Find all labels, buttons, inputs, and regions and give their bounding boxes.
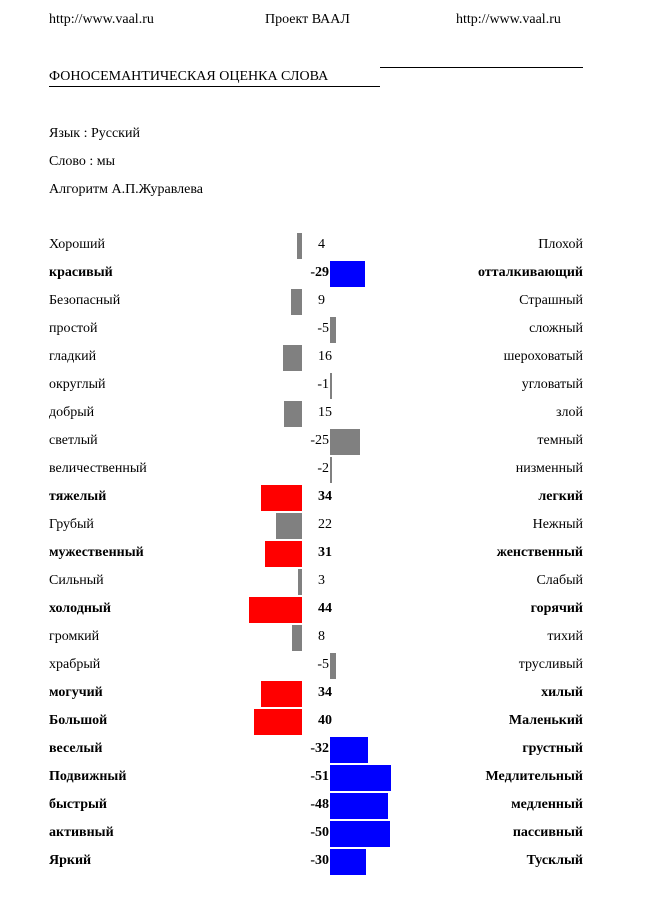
scale-right-label: угловатый <box>521 377 583 392</box>
scale-left-label: активный <box>49 825 114 840</box>
scale-row <box>0 568 647 596</box>
scale-value: -48 <box>310 797 329 812</box>
scale-bar <box>284 401 302 427</box>
scale-left-label: красивый <box>49 265 113 280</box>
scale-row <box>0 848 647 876</box>
scale-row <box>0 288 647 316</box>
scale-left-label: холодный <box>49 601 111 616</box>
scale-right-label: горячий <box>530 601 583 616</box>
scale-left-label: громкий <box>49 629 100 644</box>
scale-right-label: злой <box>555 405 583 420</box>
scale-row <box>0 512 647 540</box>
scale-row <box>0 596 647 624</box>
scale-bar <box>330 653 336 679</box>
scale-value: 22 <box>318 517 332 532</box>
scale-right-label: сложный <box>529 321 583 336</box>
scale-row <box>0 736 647 764</box>
scale-bar <box>330 261 365 287</box>
scale-row <box>0 372 647 400</box>
scale-bar <box>330 765 391 791</box>
scale-bar <box>297 233 302 259</box>
scale-bar <box>330 429 360 455</box>
scale-right-label: легкий <box>538 489 583 504</box>
scale-row <box>0 400 647 428</box>
scale-row <box>0 820 647 848</box>
scale-value: 16 <box>318 349 332 364</box>
scale-bar <box>330 737 368 763</box>
scale-right-label: медленный <box>511 797 583 812</box>
scale-value: -29 <box>310 265 329 280</box>
scale-value: 9 <box>318 293 325 308</box>
scale-row <box>0 260 647 288</box>
scale-value: -2 <box>317 461 329 476</box>
scale-right-label: грустный <box>522 741 583 756</box>
page-title: ФОНОСЕМАНТИЧЕСКАЯ ОЦЕНКА СЛОВА <box>49 69 329 84</box>
scale-left-label: добрый <box>49 405 95 420</box>
scale-right-label: темный <box>537 433 583 448</box>
scale-row <box>0 344 647 372</box>
scale-right-label: тихий <box>547 629 583 644</box>
language-line: Язык : Русский <box>49 126 140 141</box>
scale-left-label: быстрый <box>49 797 107 812</box>
scale-value: -5 <box>317 321 329 336</box>
scale-bar <box>298 569 302 595</box>
algorithm-line: Алгоритм А.П.Журавлева <box>49 182 204 197</box>
scale-left-label: мужественный <box>49 545 144 560</box>
scale-left-label: могучий <box>49 685 103 700</box>
scale-bar <box>261 485 302 511</box>
scale-left-label: гладкий <box>49 349 97 364</box>
scale-right-label: хилый <box>541 685 583 700</box>
scale-right-label: Страшный <box>519 293 583 308</box>
scale-value: 8 <box>318 629 325 644</box>
header-project-name: Проект ВААЛ <box>265 12 350 27</box>
scale-right-label: Нежный <box>532 517 583 532</box>
scale-row <box>0 680 647 708</box>
scale-value: -25 <box>310 433 329 448</box>
scale-left-label: простой <box>49 321 98 336</box>
scale-row <box>0 652 647 680</box>
scale-right-label: Маленький <box>508 713 583 728</box>
scale-left-label: величественный <box>49 461 147 476</box>
scale-value: 31 <box>318 545 332 560</box>
scale-right-label: трусливый <box>518 657 583 672</box>
scale-value: 44 <box>318 601 332 616</box>
scale-left-label: Хороший <box>49 237 105 252</box>
scale-left-label: Сильный <box>49 573 104 588</box>
scale-value: -51 <box>310 769 329 784</box>
scale-bar <box>265 541 302 567</box>
scale-row <box>0 624 647 652</box>
scale-bar <box>330 821 390 847</box>
scale-row <box>0 428 647 456</box>
scale-bar <box>330 849 366 875</box>
scale-row <box>0 764 647 792</box>
scale-right-label: Тусклый <box>526 853 583 868</box>
scale-value: -5 <box>317 657 329 672</box>
scale-value: -50 <box>310 825 329 840</box>
scale-value: 4 <box>318 237 325 252</box>
scale-right-label: Медлительный <box>485 769 583 784</box>
scale-row <box>0 792 647 820</box>
scale-bar <box>261 681 302 707</box>
scale-left-label: округлый <box>49 377 106 392</box>
scale-bar <box>330 793 388 819</box>
scale-right-label: низменный <box>515 461 583 476</box>
scale-value: -30 <box>310 853 329 868</box>
scale-row <box>0 456 647 484</box>
scale-value: 15 <box>318 405 332 420</box>
scale-value: 34 <box>318 489 332 504</box>
header-left-url: http://www.vaal.ru <box>49 12 154 27</box>
scale-left-label: тяжелый <box>49 489 107 504</box>
scale-row <box>0 708 647 736</box>
word-line: Слово : мы <box>49 154 115 169</box>
scale-right-label: Плохой <box>538 237 583 252</box>
scale-right-label: шероховатый <box>503 349 583 364</box>
scale-left-label: Яркий <box>49 853 92 868</box>
scale-left-label: светлый <box>49 433 98 448</box>
scale-row <box>0 540 647 568</box>
scale-value: 3 <box>318 573 325 588</box>
scale-row <box>0 484 647 512</box>
scale-value: 34 <box>318 685 332 700</box>
scale-bar <box>330 373 332 399</box>
scale-bar <box>254 709 302 735</box>
scale-bar <box>291 289 302 315</box>
scale-bar <box>276 513 302 539</box>
scale-bar <box>330 457 332 483</box>
scale-right-label: отталкивающий <box>477 265 583 280</box>
scale-value: 40 <box>318 713 332 728</box>
scale-right-label: женственный <box>496 545 583 560</box>
scale-left-label: Грубый <box>49 517 94 532</box>
scale-row <box>0 316 647 344</box>
scale-left-label: Безопасный <box>49 293 121 308</box>
scale-value: -1 <box>317 377 329 392</box>
header-right-url: http://www.vaal.ru <box>456 12 561 27</box>
scale-left-label: веселый <box>49 741 103 756</box>
scale-value: -32 <box>310 741 329 756</box>
scale-row <box>0 232 647 260</box>
scale-right-label: пассивный <box>512 825 583 840</box>
scale-right-label: Слабый <box>536 573 583 588</box>
scale-bar <box>283 345 302 371</box>
scale-left-label: Подвижный <box>49 769 127 784</box>
scale-bar <box>292 625 302 651</box>
scale-bar <box>330 317 336 343</box>
scale-left-label: Большой <box>49 713 108 728</box>
scale-left-label: храбрый <box>49 657 101 672</box>
scale-bar <box>249 597 302 623</box>
